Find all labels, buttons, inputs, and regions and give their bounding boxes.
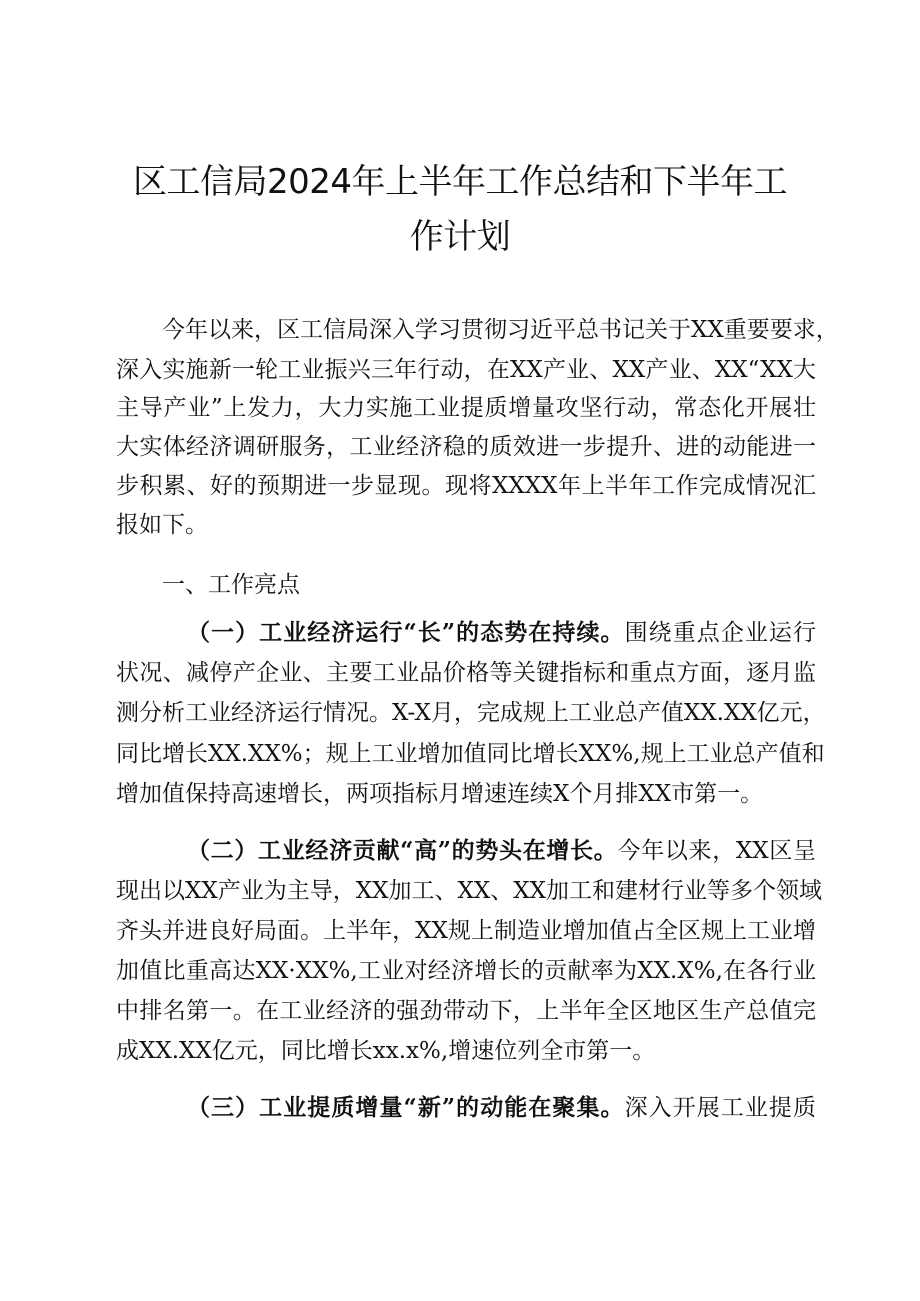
item1-first-line — [187, 613, 816, 653]
item1-line-2: 状况、减停产企业、主要工业品价格等关键指标和重点方面，逐月监 — [116, 660, 816, 686]
document-title-line-2: 作计划 — [409, 217, 511, 257]
item3-heading: （三）工业提质增量“新”的动能在聚集。 — [187, 1094, 625, 1121]
intro-line-4: 大实体经济调研服务，工业经济稳的质效进一步提升、进的动能进一 — [116, 434, 816, 460]
intro-line-5: 步积累、好的预期进一步显现。现将XXXX年上半年工作完成情况汇 — [116, 473, 816, 499]
intro-line-6: 报如下。 — [116, 512, 208, 538]
item2-first-line — [187, 831, 816, 871]
item2-line-2: 现出以XX产业为主导，XX加工、XX、XX加工和建材行业等多个领域 — [116, 878, 822, 904]
item1-line-4: 同比增长XX.XX%；规上工业增加值同比增长XX%,规上工业总产值和 — [116, 741, 825, 767]
intro-line-3: 主导产业”上发力，大力实施工业提质增量攻坚行动，常态化开展壮 — [116, 395, 816, 421]
item1-line-5: 增加值保持高速增长，两项指标月增速连续X个月排XX市第一。 — [116, 781, 764, 807]
item2-line-3: 齐头并进良好局面。上半年，XX规上制造业增加值占全区规上工业增 — [116, 918, 816, 944]
document-title-line-1: 区工信局2024年上半年工作总结和下半年工 — [132, 162, 788, 202]
item2-line-5: 中排名第一。在工业经济的强劲带动下，上半年全区地区生产总值完 — [116, 998, 816, 1024]
intro-line-1: 今年以来，区工信局深入学习贯彻习近平总书记关于XX重要要求， — [162, 317, 839, 343]
item2-first-text: 今年以来，XX区呈 — [617, 838, 816, 864]
item2-line-6: 成XX.XX亿元，同比增长xx.x%,增速位列全市第一。 — [116, 1038, 656, 1064]
item2-heading: （二）工业经济贡献“高”的势头在增长。 — [187, 837, 618, 864]
item3-first-line — [187, 1088, 816, 1128]
section-heading: 一、工作亮点 — [162, 572, 300, 598]
intro-line-2: 深入实施新一轮工业振兴三年行动，在XX产业、XX产业、XX“XX大 — [116, 357, 816, 383]
item1-heading: （一）工业经济运行“长”的态势在持续。 — [187, 619, 625, 646]
item2-line-4: 加值比重高达XX·XX%,工业对经济增长的贡献率为XX.X%,在各行业 — [116, 958, 816, 984]
item3-first-text: 深入开展工业提质 — [624, 1095, 816, 1121]
item1-first-text: 围绕重点企业运行 — [624, 620, 816, 646]
item1-line-3: 测分析工业经济运行情况。X-X月，完成规上工业总产值XX.XX亿元， — [116, 700, 826, 726]
